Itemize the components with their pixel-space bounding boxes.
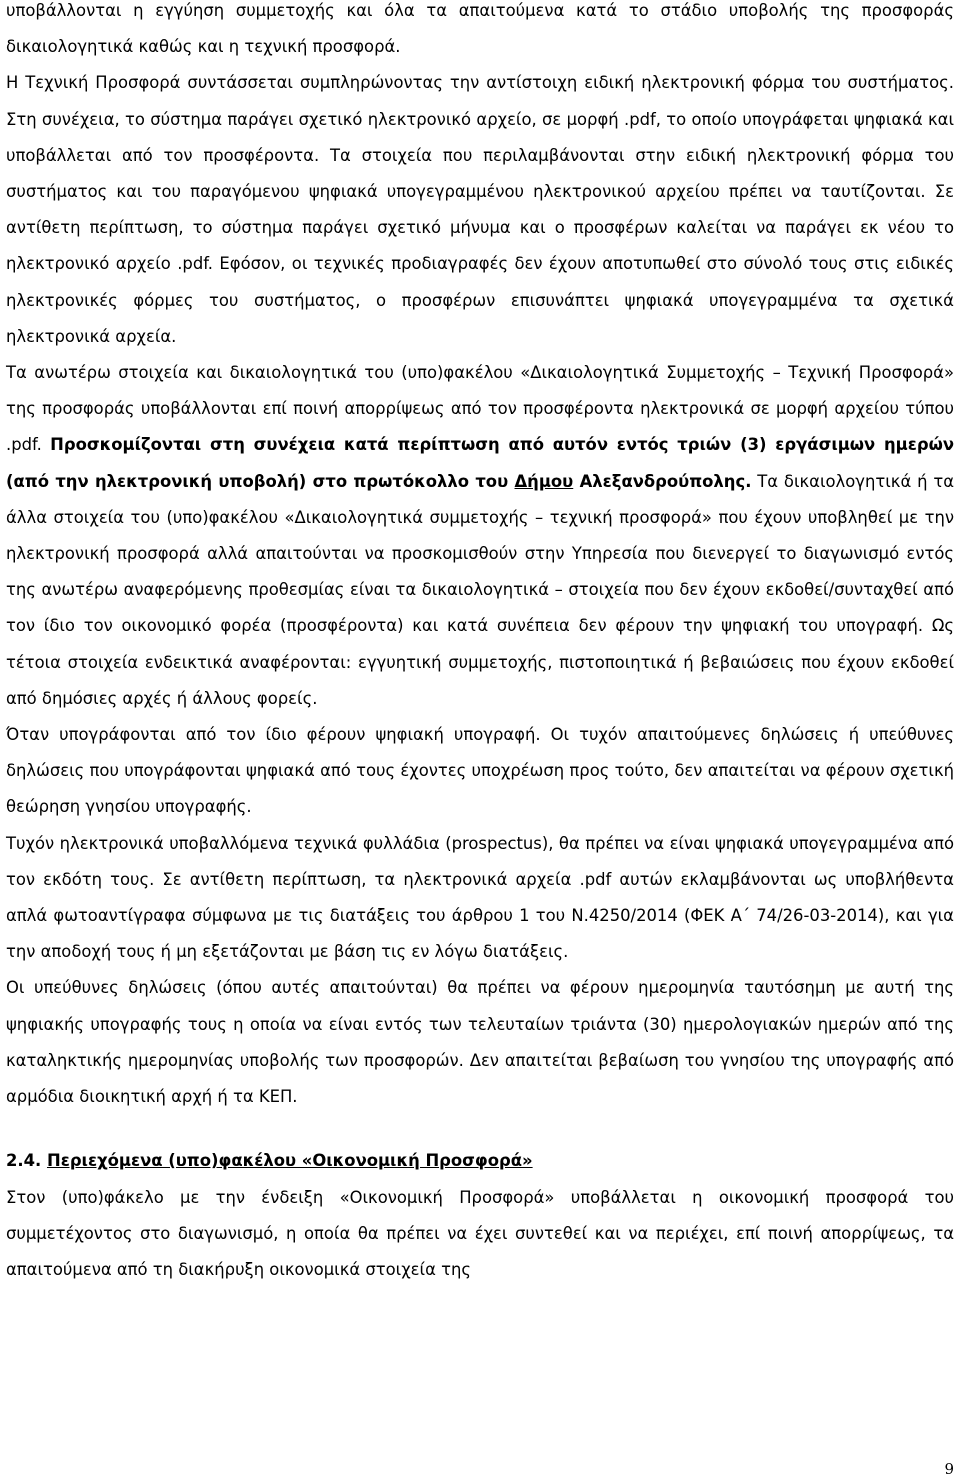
section-number: 2.4. [6,1151,42,1171]
bold-notice-underlined: Δήμου [514,471,574,491]
paragraph-technical-offer: Η Τεχνική Προσφορά συντάσσεται συμπληρώνοντας την αντίστοιχη ειδική ηλεκτρονική φόρμα του συστήματος. Στη συνέχεια, το σύστημα παράγει σχετικό ηλεκτρονικό αρχείο, σε μορφή .pdf, το οποίο υπογράφεται ψηφιακά και υποβάλλεται από τον προσφέροντα. Τα στοιχεία που περιλαμβάνονται στην ειδική ηλεκτρονική φόρμα του συστήματος και του παραγόμενου ψηφιακά υπογεγραμμένου ηλεκτρονικού αρχείου πρέπει να ταυτίζονται. Σε αντίθετη περίπτωση, το σύστημα παράγει σχετικό μήνυμα και ο προσφέρων καλείται να παράγει εκ νέου το ηλεκτρονικό αρχείο .pdf. Εφόσον, οι τεχνικές προδιαγραφές δεν έχουν αποτυπωθεί στο σύνολό τους στις ειδικές ηλεκτρονικές φόρμες του συστήματος, ο προσφέρων επισυνάπτει ψηφιακά υπογεγραμμένα τα σχετικά ηλεκτρονικά αρχεία. [6,73,954,346]
document-page [6,0,954,1288]
bold-notice-text: Προσκομίζονται στη συνέχεια κατά περίπτωση από αυτόν εντός τριών (3) εργάσιμων ημερών (από την ηλεκτρονική υποβολή) στο πρωτόκολλο του [6,435,954,491]
section-title: Περιεχόμενα (υπο)φακέλου «Οικονομική Προσφορά» [46,1151,533,1171]
section-heading [6,1143,954,1179]
paragraph-submission: υποβάλλονται η εγγύηση συμμετοχής και όλα τα απαιτούμενα κατά το στάδιο υποβολής της προσφοράς δικαιολογητικά καθώς και η τεχνική προσφορά. [6,1,954,57]
page-number: 9 [944,1460,954,1478]
paragraph-text: Τα ανωτέρω στοιχεία και δικαιολογητικά του (υπο)φακέλου «Δικαιολογητικά Συμμετοχής – Τεχνική Προσφορά» της προσφοράς υποβάλλονται επί ποινή απορρίψεως από τον προσφέροντα ηλεκτρονικά σε μορφή αρχείου τύπου .pdf. [6,363,954,455]
bold-notice-end: Αλεξανδρούπολης. [573,471,752,491]
paragraph-signatures: Όταν υπογράφονται από τον ίδιο φέρουν ψηφιακή υπογραφή. Οι τυχόν απαιτούμενες δηλώσεις ή υπεύθυνες δηλώσεις που υπογράφονται ψηφιακά από τους έχοντες υποχρέωση προς τούτο, δεν απαιτείται να φέρουν σχετική θεώρηση γνησίου υπογραφής. [6,725,954,817]
paragraph-prospectus: Τυχόν ηλεκτρονικά υποβαλλόμενα τεχνικά φυλλάδια (prospectus), θα πρέπει να είναι ψηφιακά υπογεγραμμένα από τον εκδότη τους. Σε αντίθετη περίπτωση, τα ηλεκτρονικά αρχεία .pdf αυτών εκλαμβάνονται ως υποβλήθεντα απλά φωτοαντίγραφα σύμφωνα με τις διατάξεις του άρθρου 1 του Ν.4250/2014 (ΦΕΚ Α΄ 74/26-03-2014), και για την αποδοχή τους ή μη εξετάζονται με βάση τις εν λόγω διατάξεις. [6,833,954,962]
paragraph-supporting-documents [6,355,954,717]
paragraph-financial-offer: Στον (υπο)φάκελο με την ένδειξη «Οικονομική Προσφορά» υποβάλλεται η οικονομική προσφορά του συμμετέχοντος στο διαγωνισμό, η οποία θα πρέπει να έχει συντεθεί και να περιέχει, επί ποινή απορρίψεως, τα απαιτούμενα από τη διακήρυξη οικονομικά στοιχεία της [6,1187,954,1279]
paragraph-text-end: Τα δικαιολογητικά ή τα άλλα στοιχεία του (υπο)φακέλου «Δικαιολογητικά συμμετοχής – τεχνική προσφορά» που έχουν υποβληθεί με την ηλεκτρονική προσφορά αλλά απαιτούνται να προσκομισθούν στην Υπηρεσία που διενεργεί το διαγωνισμό εντός της ανωτέρω αναφερόμενης προθεσμίας είναι τα δικαιολογητικά – στοιχεία που δεν έχουν εκδοθεί/συνταχθεί από τον ίδιο τον οικονομικό φορέα (προσφέροντα) και κατά συνέπεια δεν φέρουν την ψηφιακή του υπογραφή. Ως τέτοια στοιχεία ενδεικτικά αναφέρονται: εγγυητική συμμετοχής, πιστοποιητικά ή βεβαιώσεις που έχουν εκδοθεί από δημόσιες αρχές ή άλλους φορείς. [6,471,955,708]
paragraph-declarations: Οι υπεύθυνες δηλώσεις (όπου αυτές απαιτούνται) θα πρέπει να φέρουν ημερομηνία ταυτόσημη με αυτή της ψηφιακής υπογραφής τους η οποία να είναι εντός των τελευταίων τριάντα (30) ημερολογιακών ημερών από της καταληκτικής ημερομηνίας υποβολής των προσφορών. Δεν απαιτείται βεβαίωση του γνησίου της υπογραφής από αρμόδια διοικητική αρχή ή τα ΚΕΠ. [6,978,954,1107]
